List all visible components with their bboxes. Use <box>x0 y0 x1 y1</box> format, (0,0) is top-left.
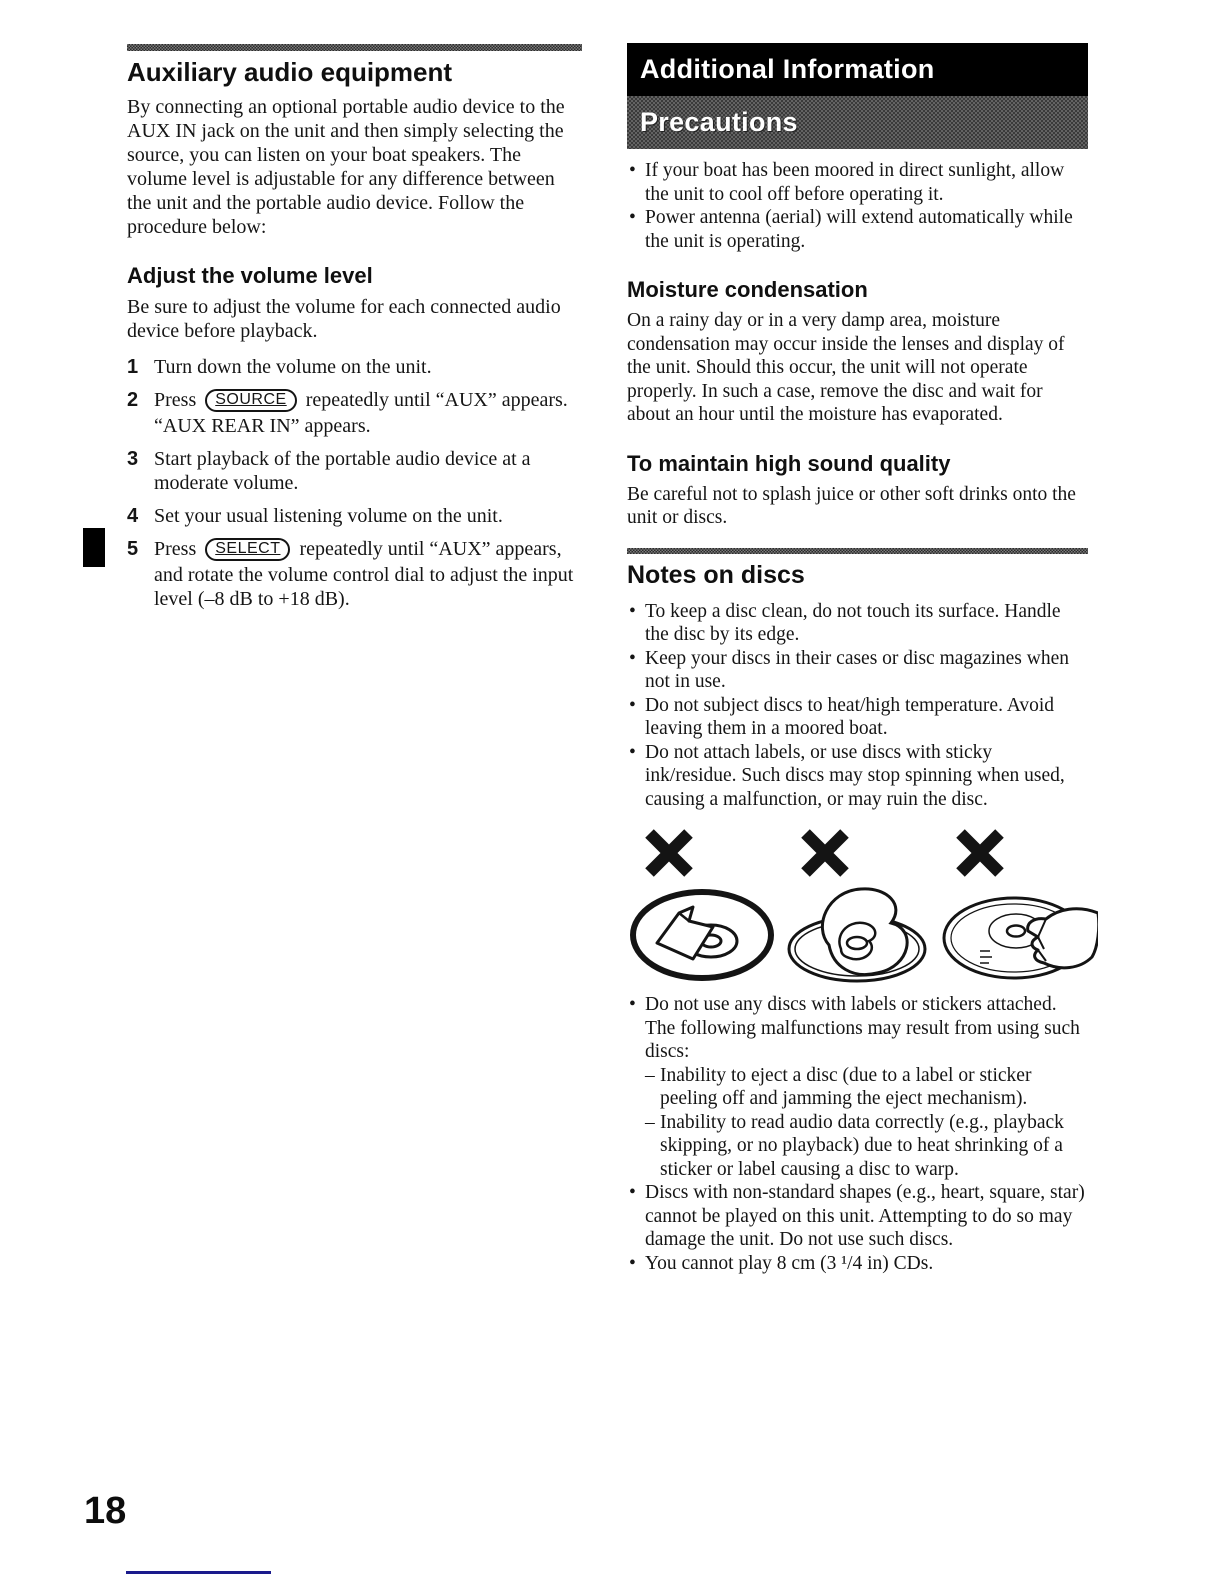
step-text: Set your usual listening volume on the unit. <box>154 505 503 527</box>
step-text: Turn down the volume on the unit. <box>154 356 432 378</box>
section-title-auxiliary: Auxiliary audio equipment <box>127 57 453 87</box>
step-number: 2 <box>127 389 139 411</box>
figure-hand-touching-disc <box>938 827 1088 983</box>
chapter-banner-title: Additional Information <box>640 54 935 84</box>
left-column <box>127 40 582 1275</box>
malfunction-item: – Inability to read audio data correctly (e.g., playback skipping, or no playback) due to heat shrinking of a sticker or label causing a disc to warp. <box>645 1111 1088 1182</box>
malfunction-item: – Inability to eject a disc (due to a label or sticker peeling off and jamming the eject mechanism). <box>645 1064 1088 1111</box>
step-text-pre: Press <box>154 538 197 560</box>
label-bullet-main: • Do not use any discs with labels or stickers attached. <box>645 994 1057 1015</box>
disc-note-item: • Do not attach labels, or use discs with sticky ink/residue. Such discs may stop spinning when used, causing a malfunction, or may ruin the disc. <box>627 741 1088 812</box>
step-5 <box>127 537 582 611</box>
chapter-banner <box>627 43 1088 96</box>
disc-note-item: • Do not subject discs to heat/high temperature. Avoid leaving them in a moored boat. <box>627 694 1088 741</box>
malfunction-list <box>645 1064 1088 1182</box>
precaution-item: • Power antenna (aerial) will extend automatically while the unit is operating. <box>627 206 1088 253</box>
step-number: 3 <box>127 448 139 470</box>
select-button-label: SELECT <box>205 538 290 561</box>
moisture-paragraph: On a rainy day or in a very damp area, moisture condensation may occur inside the lenses and display of the unit. Should this occur, the unit will not operate properly. In such a case, remove the disc and wait for about an hour until the moisture has evaporated. <box>627 310 1065 425</box>
step-number: 5 <box>127 538 139 560</box>
step-text-post: repeatedly until “AUX” appears. <box>305 389 568 411</box>
notes-divider-rule <box>627 548 1088 554</box>
disc-with-peeling-label-illustration <box>783 883 931 983</box>
section-title-notes-on-discs: Notes on discs <box>627 560 805 589</box>
precaution-item: • If your boat has been moored in direct sunlight, allow the unit to cool off before operating it. <box>627 159 1088 206</box>
adjust-volume-intro: Be sure to adjust the volume for each connected audio device before playback. <box>127 296 561 342</box>
hand-touching-disc-illustration <box>938 883 1098 983</box>
label-bullet-note: The following malfunctions may result from using such discs: <box>645 1017 1080 1062</box>
prohibited-x-icon <box>954 827 1006 879</box>
prohibited-x-icon <box>643 827 695 879</box>
subsection-title-adjust-volume: Adjust the volume level <box>127 263 373 288</box>
disc-note-item: • Discs with non-standard shapes (e.g., heart, square, star) cannot be played on this unit. Attempting to do so may damage the unit. Do not use such discs. <box>627 1181 1088 1252</box>
prohibited-x-icon <box>799 827 851 879</box>
disc-with-sticker-illustration <box>627 883 777 981</box>
disc-note-item: • To keep a disc clean, do not touch its surface. Handle the disc by its edge. <box>627 600 1088 647</box>
figure-disc-with-sticker <box>627 827 777 983</box>
precautions-banner-title: Precautions <box>640 107 798 137</box>
step-text: Start playback of the portable audio device at a moderate volume. <box>154 448 531 494</box>
disc-note-item: • Keep your discs in their cases or disc magazines when not in use. <box>627 647 1088 694</box>
disc-notes-list <box>627 600 1088 812</box>
footer-rule <box>126 1571 271 1574</box>
step-text-extra: “AUX REAR IN” appears. <box>154 415 371 437</box>
step-3 <box>127 447 582 495</box>
step-text <box>154 537 582 611</box>
section-top-rule <box>127 44 582 51</box>
section-tab-marker <box>83 528 105 567</box>
step-text-post: repeatedly until “AUX” appears, and rotate the volume control dial to adjust the input level (–8 dB to +18 dB). <box>154 538 574 610</box>
page-number: 18 <box>84 1490 127 1532</box>
sound-quality-paragraph: Be careful not to splash juice or other soft drinks onto the unit or discs. <box>627 483 1076 528</box>
source-button-label: SOURCE <box>205 389 296 412</box>
step-text <box>154 388 582 438</box>
subsection-title-moisture: Moisture condensation <box>627 277 868 302</box>
step-number: 4 <box>127 505 139 527</box>
step-1 <box>127 355 582 379</box>
step-text-pre: Press <box>154 389 197 411</box>
subsection-title-sound-quality: To maintain high sound quality <box>627 450 951 476</box>
disc-note-item: • You cannot play 8 cm (3 ¹/4 in) CDs. <box>627 1252 1088 1276</box>
step-2 <box>127 388 582 438</box>
right-column <box>627 40 1088 1275</box>
disc-note-item-labels <box>627 993 1088 1181</box>
precautions-list <box>627 159 1088 253</box>
page-columns <box>127 40 1088 1275</box>
disc-warning-figures <box>627 827 1088 983</box>
disc-notes-list-bottom <box>627 993 1088 1275</box>
precautions-banner <box>627 96 1088 149</box>
figure-disc-peeling-label <box>783 827 932 983</box>
step-4 <box>127 504 582 528</box>
volume-steps-list <box>127 355 582 611</box>
auxiliary-paragraph: By connecting an optional portable audio device to the AUX IN jack on the unit and then simply selecting the source, you can listen on your boat speakers. The volume level is adjustable for any difference between the unit and the portable audio device. Follow the procedure below: <box>127 96 565 238</box>
step-number: 1 <box>127 356 139 378</box>
